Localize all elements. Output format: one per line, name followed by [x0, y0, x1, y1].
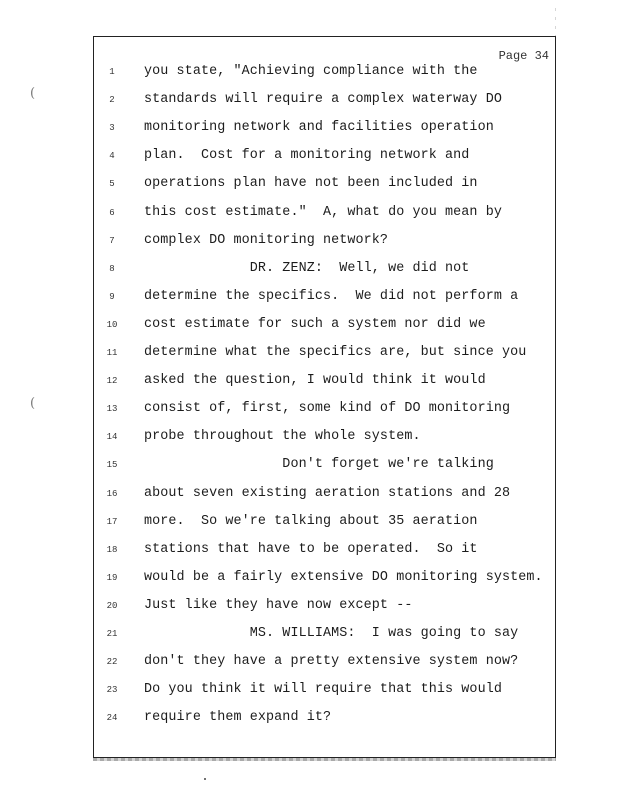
line-text: determine the specifics. We did not perform a — [144, 288, 519, 304]
line-text: MS. WILLIAMS: I was going to say — [144, 626, 519, 641]
line-text: operations plan have not been included in — [144, 176, 478, 192]
line-text: monitoring network and facilities operation — [144, 120, 494, 136]
line-text: consist of, first, some kind of DO monitoring — [144, 401, 511, 417]
line-number: 10 — [106, 319, 118, 330]
transcript-line — [94, 598, 555, 618]
line-number: 15 — [106, 460, 118, 471]
line-number: 3 — [109, 123, 115, 134]
transcript-line — [94, 205, 555, 225]
line-text: Just like they have now except -- — [144, 597, 413, 613]
line-text: Do you think it will require that this would — [144, 682, 502, 698]
line-number: 5 — [109, 179, 115, 190]
line-number: 13 — [106, 404, 118, 415]
transcript-line — [94, 120, 555, 140]
line-number: 20 — [106, 600, 118, 611]
transcript-line — [94, 233, 555, 253]
line-number: 22 — [106, 657, 118, 668]
line-text: would be a fairly extensive DO monitoring system. — [144, 569, 543, 585]
transcript-line — [94, 457, 555, 477]
line-text: require them expand it? — [144, 710, 332, 726]
line-text: don't they have a pretty extensive system now? — [144, 654, 519, 670]
transcript-line — [94, 682, 555, 702]
transcript-page — [93, 36, 556, 758]
page-number: Page 34 — [498, 49, 549, 63]
line-number: 21 — [106, 629, 118, 639]
line-text: determine what the specifics are, but since you — [144, 345, 527, 360]
line-number: 17 — [106, 516, 118, 527]
line-number: 1 — [109, 67, 115, 77]
transcript-line — [94, 570, 555, 590]
line-number: 7 — [109, 235, 115, 246]
transcript-line — [94, 64, 555, 84]
line-number: 24 — [106, 713, 118, 724]
line-number: 16 — [106, 488, 118, 499]
transcript-line — [94, 317, 555, 337]
line-text: you state, "Achieving compliance with the — [144, 64, 478, 79]
transcript-line — [94, 345, 555, 365]
line-number: 23 — [106, 685, 118, 696]
line-number: 14 — [106, 432, 118, 443]
transcript-line — [94, 429, 555, 449]
dot-artifact — [204, 778, 206, 780]
transcript-line — [94, 289, 555, 309]
line-text: asked the question, I would think it would — [144, 373, 486, 389]
line-text: stations that have to be operated. So it — [144, 541, 478, 557]
line-number: 12 — [106, 376, 118, 387]
bottom-scan-artifact — [93, 758, 556, 761]
line-number: 11 — [106, 348, 118, 358]
transcript-line — [94, 486, 555, 506]
margin-mark-middle: ( — [30, 396, 36, 411]
line-number: 6 — [109, 207, 115, 218]
transcript-line — [94, 514, 555, 534]
line-text: complex DO monitoring network? — [144, 232, 389, 248]
line-number: 2 — [109, 95, 115, 106]
line-number: 8 — [109, 263, 115, 274]
transcript-line — [94, 401, 555, 421]
line-text: Don't forget we're talking — [144, 457, 494, 473]
line-number: 18 — [106, 544, 118, 555]
line-number: 4 — [109, 151, 115, 162]
transcript-line — [94, 710, 555, 730]
line-text: probe throughout the whole system. — [144, 429, 421, 445]
transcript-line — [94, 92, 555, 112]
line-text: cost estimate for such a system nor did we — [144, 316, 486, 332]
line-text: this cost estimate." A, what do you mean by — [144, 204, 502, 220]
transcript-line — [94, 176, 555, 196]
line-number: 19 — [106, 572, 118, 583]
line-text: standards will require a complex waterway DO — [144, 92, 502, 108]
transcript-line — [94, 373, 555, 393]
transcript-line — [94, 148, 555, 168]
line-text: about seven existing aeration stations and 28 — [144, 485, 511, 501]
transcript-line — [94, 654, 555, 674]
transcript-line — [94, 542, 555, 562]
line-text: plan. Cost for a monitoring network and — [144, 148, 470, 164]
margin-mark-top: ( — [30, 86, 36, 101]
transcript-line — [94, 261, 555, 281]
line-text: more. So we're talking about 35 aeration — [144, 513, 478, 529]
line-number: 9 — [109, 291, 115, 302]
line-text: DR. ZENZ: Well, we did not — [144, 260, 470, 276]
transcript-line — [94, 626, 555, 646]
